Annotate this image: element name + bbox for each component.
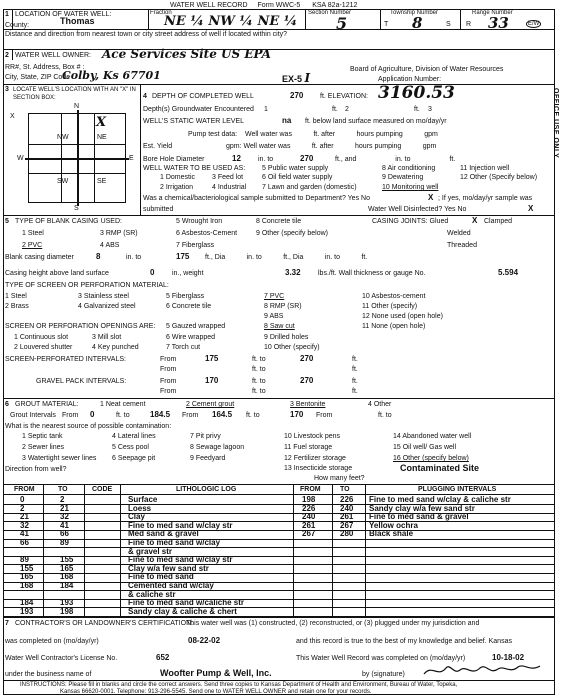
- perf2-to-label: ft. to: [252, 366, 266, 373]
- yield-label: Est. Yield: [143, 143, 173, 150]
- row-divider: [3, 547, 555, 548]
- cell-plug-from: 198: [302, 495, 316, 504]
- cell-lithology: Sandy clay & caliche & chert: [128, 606, 237, 616]
- section-4-number: 4: [143, 93, 147, 100]
- signature-image: [420, 660, 545, 680]
- contam-1[interactable]: 1 Septic tank: [22, 433, 63, 440]
- gravel-label: GRAVEL PACK INTERVALS:: [36, 378, 127, 385]
- county-value: Thomas: [60, 16, 95, 26]
- fraction-value: NE ¼ NW ¼ NE ¼: [164, 14, 298, 29]
- contam-2[interactable]: 2 Sewer lines: [22, 444, 65, 451]
- perf-to-label: ft. to: [252, 356, 266, 363]
- opening-11[interactable]: 11 None (open hole): [362, 323, 426, 330]
- header-plugging: PLUGGING INTERVALS: [418, 486, 497, 493]
- use-9[interactable]: 9 Dewatering: [382, 174, 424, 181]
- cell-plugging: Yellow ochra: [369, 520, 418, 530]
- cell-from: 0: [20, 495, 25, 504]
- chem-no-mark: X: [428, 193, 434, 202]
- use-7[interactable]: 7 Lawn and garden (domestic): [262, 184, 357, 191]
- office-use-only-label: OFFICE USE ONLY: [552, 88, 559, 159]
- township-s: S: [446, 21, 451, 28]
- section-1-number: 1: [5, 11, 9, 18]
- gw-ft-2: ft.: [414, 106, 420, 113]
- location-label: LOCATION OF WATER WELL:: [15, 11, 112, 18]
- opening-3[interactable]: 3 Mill slot: [92, 334, 122, 341]
- gw-ft-1: ft.: [332, 106, 338, 113]
- section-2-number: 2: [5, 52, 9, 59]
- certification-text: This water well was (1) constructed, (2) reconstructed, or (3) plugged under my jurisdiction and: [186, 620, 480, 627]
- grout-from-1: 0: [90, 410, 95, 419]
- range-value: 33: [488, 14, 509, 32]
- grout-4[interactable]: 4 Other: [368, 401, 392, 408]
- record-date-label: This Water Well Record was completed on (mo/day/yr): [296, 655, 466, 662]
- gw-2: 2: [345, 106, 349, 113]
- signature-label: by (signature): [362, 671, 405, 678]
- application-label: Application Number:: [378, 76, 442, 83]
- form-number: Form WWC-5: [257, 2, 301, 9]
- ne-quadrant: NE: [97, 134, 107, 141]
- ex-label: EX-5: [282, 74, 303, 84]
- cell-lithology: Loess: [128, 503, 152, 513]
- casing-4[interactable]: 4 ABS: [100, 242, 120, 249]
- grout-intervals-label: Grout Intervals: [10, 412, 56, 419]
- casing-weight-label: in., weight: [172, 270, 204, 277]
- opening-8-selected[interactable]: 8 Saw cut: [264, 323, 295, 330]
- opening-5[interactable]: 5 Gauzed wrapped: [166, 323, 226, 330]
- contam-12[interactable]: 12 Fertilizer storage: [284, 455, 346, 462]
- cell-plugging: Sandy clay w/a few sand str: [369, 503, 475, 513]
- cell-from: 66: [20, 538, 29, 547]
- x-legend: X: [10, 113, 15, 120]
- perforated-label: SCREEN-PERFORATED INTERVALS:: [5, 356, 126, 363]
- screen-2[interactable]: 2 Brass: [5, 303, 29, 310]
- blank-depth: 175: [176, 252, 190, 261]
- depth-label: DEPTH OF COMPLETED WELL: [152, 93, 254, 100]
- gw-1: 1: [264, 106, 268, 113]
- elevation-label: ft. ELEVATION:: [320, 93, 368, 100]
- contam-5[interactable]: 5 Cess pool: [112, 444, 149, 451]
- cell-plug-from: 267: [302, 529, 316, 539]
- cell-plug-from: 226: [302, 503, 316, 513]
- grout-to-label-1: ft. to: [116, 412, 130, 419]
- completed-label: was completed on (mo/day/yr): [5, 638, 99, 645]
- row-divider: [3, 539, 555, 540]
- perf-from: 175: [205, 354, 219, 363]
- blank-diameter-label: Blank casing diameter: [5, 254, 74, 261]
- cell-plugging: Fine to med sand w/clay & caliche str: [369, 495, 511, 504]
- form-title: [170, 2, 357, 9]
- grout-1[interactable]: 1 Neat cement: [100, 401, 146, 408]
- opening-1[interactable]: 1 Continuous slot: [14, 334, 69, 341]
- cell-plugging: Black shale: [369, 529, 414, 539]
- contamination-value: Contaminated Site: [400, 463, 480, 473]
- disinfected-question: Water Well Disinfected? Yes No: [368, 206, 467, 213]
- license-label: Water Well Contractor's License No.: [5, 655, 118, 662]
- gravel2-ft: ft.: [352, 388, 358, 395]
- casing-joints: CASING JOINTS: Glued: [372, 218, 449, 225]
- township-label: Township Number: [390, 10, 439, 16]
- perf-ft: ft.: [352, 356, 358, 363]
- contam-16-selected[interactable]: 16 Other (specify below): [393, 455, 469, 462]
- grout-from-label-2: From: [182, 412, 199, 419]
- casing-weight: 3.32: [285, 268, 301, 277]
- row-divider: [3, 513, 555, 514]
- cell-plugging: Fine to med sand & gravel: [369, 512, 469, 522]
- casing-height: 0: [150, 268, 155, 277]
- se-quadrant: SE: [97, 178, 107, 185]
- cell-to: 21: [60, 503, 69, 513]
- instructions-line-1: INSTRUCTIONS: Please fill in blanks and circle the correct answers. Send three copies to Kansas Department of Health and Environment, Bureau of Water, Topeka,: [20, 682, 458, 688]
- cell-to: 2: [60, 495, 65, 504]
- static-level-label: WELL'S STATIC WATER LEVEL: [143, 118, 245, 125]
- use-2[interactable]: 2 Irrigation: [160, 184, 194, 191]
- casing-2-selected[interactable]: 2 PVC: [22, 242, 43, 249]
- south-label: S: [74, 205, 79, 212]
- gravel-from-label: From: [160, 378, 177, 385]
- cell-to: 155: [60, 555, 74, 565]
- ex-number: I: [304, 71, 311, 85]
- cell-lithology: Surface: [128, 495, 158, 504]
- cell-plug-to: 240: [340, 503, 354, 513]
- row-divider: [3, 590, 555, 591]
- grout-to-label-3: ft. to: [378, 412, 392, 419]
- gravel-to-label: ft. to: [252, 378, 266, 385]
- row-divider: [3, 599, 555, 600]
- bore-diameter: 12: [232, 154, 241, 163]
- cell-plug-from: 240: [302, 512, 316, 522]
- gravel-ft: ft.: [352, 378, 358, 385]
- ex-code: [282, 72, 310, 84]
- blank-rest: ft., Dia in. to ft., Dia in. to ft.: [205, 254, 368, 261]
- clamped-option[interactable]: Clamped: [484, 218, 513, 225]
- record-date: 10-18-02: [492, 653, 525, 662]
- row-divider: [3, 607, 555, 608]
- contam-3[interactable]: 3 Watertight sewer lines: [22, 455, 97, 462]
- screen-label: TYPE OF SCREEN OR PERFORATION MATERIAL:: [5, 282, 169, 289]
- bore-depth: 270: [300, 154, 314, 163]
- locate-label: LOCATE WELL'S LOCATION WITH AN "X" IN SECTION BOX:: [13, 87, 136, 101]
- gravel2-from-label: From: [160, 388, 177, 395]
- business-name: Woofter Pump & Well, Inc.: [160, 668, 272, 678]
- owner-label: WATER WELL OWNER:: [15, 52, 91, 59]
- contam-8[interactable]: 8 Sewage lagoon: [190, 444, 245, 451]
- opening-10[interactable]: 10 Other (specify): [264, 344, 320, 351]
- opening-7[interactable]: 7 Torch cut: [166, 344, 201, 351]
- gw-3: 3: [428, 106, 432, 113]
- east-label: E: [129, 155, 134, 162]
- casing-7[interactable]: 7 Fiberglass: [176, 242, 215, 249]
- opening-6[interactable]: 6 Wire wrapped: [166, 334, 216, 341]
- form-frame: [3, 9, 555, 695]
- cell-to: 198: [60, 606, 74, 616]
- glued-mark: X: [472, 216, 478, 225]
- header-from: FROM: [14, 486, 35, 493]
- grout-label: GROUT MATERIAL:: [15, 401, 79, 408]
- grout-to-1: 184.5: [150, 410, 171, 419]
- contam-6[interactable]: 6 Seepage pit: [112, 455, 156, 462]
- north-label: N: [74, 103, 80, 110]
- grout-2-selected[interactable]: 2 Cement grout: [186, 401, 235, 408]
- use-12[interactable]: 12 Other (Specify below): [460, 174, 538, 181]
- wall-thickness: 5.594: [498, 268, 519, 277]
- screen-7-selected[interactable]: 7 PVC: [264, 293, 285, 300]
- board-label: Board of Agriculture, Division of Water Resources: [350, 66, 504, 73]
- disinfected-no-mark: X: [528, 204, 534, 213]
- county-label: County:: [5, 22, 30, 29]
- row-divider: [3, 556, 555, 557]
- cell-from: 2: [20, 503, 25, 513]
- cell-plug-to: 267: [340, 520, 354, 530]
- fraction-label: Fraction: [150, 10, 172, 16]
- cell-plug-to: 280: [340, 529, 354, 539]
- contam-11[interactable]: 11 Fuel storage: [284, 444, 333, 451]
- instructions-line-2: Kansas 66620-0001. Telephone: 913-296-5545. Send one to WATER WELL OWNER and retain one for your records.: [60, 689, 372, 695]
- header-code: CODE: [92, 486, 113, 493]
- screen-9[interactable]: 9 ABS: [264, 313, 284, 320]
- row-divider: [3, 521, 555, 522]
- contam-10[interactable]: 10 Livestock pens: [284, 433, 341, 440]
- cell-from: 32: [20, 520, 29, 530]
- well-location-mark: X: [96, 115, 107, 130]
- screen-8[interactable]: 8 RMP (SR): [264, 303, 302, 310]
- header-litholog: LITHOLOGIC LOG: [176, 486, 237, 493]
- cell-lithology: Fine to med sand w/clay str: [128, 520, 233, 530]
- gravel-from: 170: [205, 376, 219, 385]
- cell-lithology: & gravel str: [128, 546, 173, 556]
- contamination-label: What is the nearest source of possible contamination:: [5, 423, 172, 430]
- cell-to: 193: [60, 598, 74, 608]
- chem-rest: ; If yes, mo/day/yr sample was: [438, 195, 533, 202]
- owner-name: Ace Services Site US EPA: [102, 47, 271, 61]
- grout-3-selected[interactable]: 3 Bentonite: [290, 401, 326, 408]
- bore-to: in. to: [258, 156, 274, 163]
- cell-plug-from: 261: [302, 520, 316, 530]
- screen-3[interactable]: 3 Stainless steel: [78, 293, 129, 300]
- ksa-reference: KSA 82a-1212: [312, 2, 358, 9]
- opening-4[interactable]: 4 Key punched: [92, 344, 139, 351]
- casing-1[interactable]: 1 Steel: [22, 230, 44, 237]
- screen-4[interactable]: 4 Galvanized steel: [78, 303, 136, 310]
- use-11[interactable]: 11 Injection well: [460, 165, 510, 172]
- cell-plug-to: 261: [340, 512, 354, 522]
- grout-to-label-2: ft. to: [246, 412, 260, 419]
- screen-12[interactable]: 12 None used (open hole): [362, 313, 443, 320]
- cell-from: 155: [20, 563, 34, 573]
- cell-from: 193: [20, 606, 34, 616]
- township-value: 8: [412, 14, 423, 32]
- casing-9[interactable]: 9 Other (specify below): [256, 230, 328, 237]
- gravel2-to-label: ft. to: [252, 388, 266, 395]
- true-record-text: and this record is true to the best of my knowledge and belief. Kansas: [296, 638, 512, 645]
- blank-diameter: 8: [96, 252, 101, 261]
- static-level-value: na: [282, 116, 292, 125]
- row-divider: [3, 573, 555, 574]
- range-label: Range Number: [472, 10, 513, 16]
- blank-to: in. to: [126, 254, 142, 261]
- casing-3[interactable]: 3 RMP (SR): [100, 230, 138, 237]
- cell-lithology: Fine to med sand w/caliche str: [128, 598, 245, 608]
- wall-thickness-label: lbs./ft. Wall thickness or gauge No.: [318, 270, 426, 277]
- cell-plug-to: 226: [340, 495, 354, 504]
- cell-lithology: & caliche str: [128, 589, 176, 599]
- casing-label: TYPE OF BLANK CASING USED:: [15, 218, 122, 225]
- perf-from-label: From: [160, 356, 177, 363]
- contam-14[interactable]: 14 Abandoned water well: [393, 433, 472, 440]
- cell-to: 89: [60, 538, 69, 547]
- static-level-rest: ft. below land surface measured on mo/day/yr: [305, 118, 447, 125]
- section-number-label: Section Number: [308, 10, 352, 16]
- screen-11[interactable]: 11 Other (specify): [362, 303, 418, 310]
- yield-rest: gpm: Well water was ft. after hours pumping gpm: [226, 143, 437, 150]
- grout-from-label: From: [62, 412, 79, 419]
- casing-height-label: Casing height above land surface: [5, 270, 109, 277]
- cell-from: 165: [20, 572, 34, 582]
- how-many-label: How many feet?: [314, 475, 365, 482]
- pump-test-label: Pump test data:: [188, 131, 238, 138]
- screen-6[interactable]: 6 Concrete tile: [166, 303, 212, 310]
- cell-lithology: Med sand & gravel: [128, 529, 199, 539]
- township-t: T: [384, 21, 389, 28]
- submitted-label: submitted: [143, 206, 174, 213]
- section-6-number: 6: [5, 401, 9, 408]
- grout-from-2: 164.5: [212, 410, 233, 419]
- cell-to: 165: [60, 563, 74, 573]
- header-to: TO: [58, 486, 68, 493]
- casing-8[interactable]: 8 Concrete tile: [256, 218, 302, 225]
- cell-to: 66: [60, 529, 69, 539]
- screen-10[interactable]: 10 Asbestos-cement: [362, 293, 426, 300]
- cell-from: 168: [20, 581, 34, 590]
- nw-quadrant: NW: [57, 134, 69, 141]
- openings-label: SCREEN OR PERFORATION OPENINGS ARE:: [5, 323, 156, 330]
- license-number: 652: [156, 653, 170, 662]
- contam-7[interactable]: 7 Pit privy: [190, 433, 221, 440]
- pump-test-rest: Well water was ft. after hours pumping gpm: [245, 131, 438, 138]
- gravel-to: 270: [300, 376, 314, 385]
- grout-from-label-3: From: [316, 412, 333, 419]
- distance-label: Distance and direction from nearest town or city street address of well if located within city?: [5, 31, 288, 38]
- casing-5[interactable]: 5 Wrought Iron: [176, 218, 223, 225]
- use-10-selected[interactable]: 10 Monitoring well: [382, 184, 439, 191]
- cell-to: 41: [60, 520, 69, 530]
- use-8[interactable]: 8 Air conditioning: [382, 165, 436, 172]
- bore-label: Bore Hole Diameter: [143, 156, 205, 163]
- perf2-ft: ft.: [352, 366, 358, 373]
- certification-label: CONTRACTOR'S OR LANDOWNER'S CERTIFICATION:: [15, 620, 194, 627]
- screen-1[interactable]: 1 Steel: [5, 293, 27, 300]
- contam-15[interactable]: 15 Oil well/ Gas well: [393, 444, 457, 451]
- section-7-number: 7: [5, 620, 9, 627]
- perf2-from-label: From: [160, 366, 177, 373]
- grout-to-2: 170: [290, 410, 304, 419]
- use-1[interactable]: 1 Domestic: [160, 174, 196, 181]
- bore-rest: ft., and in. to ft.: [335, 156, 456, 163]
- section-3-number: 3: [5, 86, 9, 93]
- row-divider: [3, 564, 555, 565]
- opening-9[interactable]: 9 Drilled holes: [264, 334, 309, 341]
- depth-value: 270: [290, 91, 304, 100]
- cell-lithology: Clay w/a few sand str: [128, 563, 209, 573]
- contam-4[interactable]: 4 Lateral lines: [112, 433, 156, 440]
- cell-lithology: Fine to med sand w/clay str: [128, 555, 233, 565]
- range-r: R: [466, 21, 472, 28]
- row-divider: [3, 582, 555, 583]
- cell-lithology: Fine to med sand w/clay: [128, 538, 221, 547]
- section-5-number: 5: [5, 218, 9, 225]
- chem-sample-question: Was a chemical/bacteriological sample submitted to Department? Yes No: [143, 195, 370, 202]
- perf-to: 270: [300, 354, 314, 363]
- address-label: RR#, St. Address, Box # :: [5, 64, 85, 71]
- welded-option[interactable]: Welded: [447, 230, 471, 237]
- elevation-value: 3160.53: [378, 83, 455, 103]
- sw-quadrant: SW: [57, 178, 69, 185]
- header-plug-to: TO: [340, 486, 350, 493]
- west-label: W: [17, 155, 24, 162]
- screen-5[interactable]: 5 Fiberglass: [166, 293, 205, 300]
- opening-2[interactable]: 2 Louvered shutter: [14, 344, 73, 351]
- header-plug-from: FROM: [300, 486, 321, 493]
- groundwater-label: Depth(s) Groundwater Encountered: [143, 106, 254, 113]
- threaded-option[interactable]: Threaded: [447, 242, 477, 249]
- use-5[interactable]: 5 Public water supply: [262, 165, 329, 172]
- city-value: Colby, Ks 67701: [62, 69, 161, 82]
- contam-13[interactable]: 13 Insecticide storage: [284, 465, 353, 472]
- casing-6[interactable]: 6 Asbestos-Cement: [176, 230, 238, 237]
- cell-lithology: Cemented sand w/clay: [128, 581, 214, 590]
- cell-from: 41: [20, 529, 29, 539]
- cell-from: 21: [20, 512, 29, 522]
- cell-lithology: Clay: [128, 512, 145, 522]
- use-6[interactable]: 6 Oil field water supply: [262, 174, 333, 181]
- cell-lithology: Fine to med sand: [128, 572, 194, 582]
- contam-9[interactable]: 9 Feedyard: [190, 455, 226, 462]
- title-text: WATER WELL RECORD: [170, 2, 248, 9]
- use-3[interactable]: 3 Feed lot: [212, 174, 244, 181]
- cell-to: 184: [60, 581, 74, 590]
- section-number-value: 5: [336, 14, 348, 33]
- cell-to: 168: [60, 572, 74, 582]
- completed-date: 08-22-02: [188, 636, 221, 645]
- cell-from: 89: [20, 555, 29, 565]
- use-4[interactable]: 4 Industrial: [212, 184, 247, 191]
- row-divider: [3, 530, 555, 531]
- cell-to: 32: [60, 512, 69, 522]
- business-label: under the business name of: [5, 671, 92, 678]
- direction-label: Direction from well?: [5, 466, 67, 473]
- city-label: City, State, ZIP Code: [5, 74, 71, 81]
- cell-from: 184: [20, 598, 34, 608]
- use-label: WELL WATER TO BE USED AS:: [143, 165, 246, 172]
- range-ew: E/W: [528, 21, 540, 27]
